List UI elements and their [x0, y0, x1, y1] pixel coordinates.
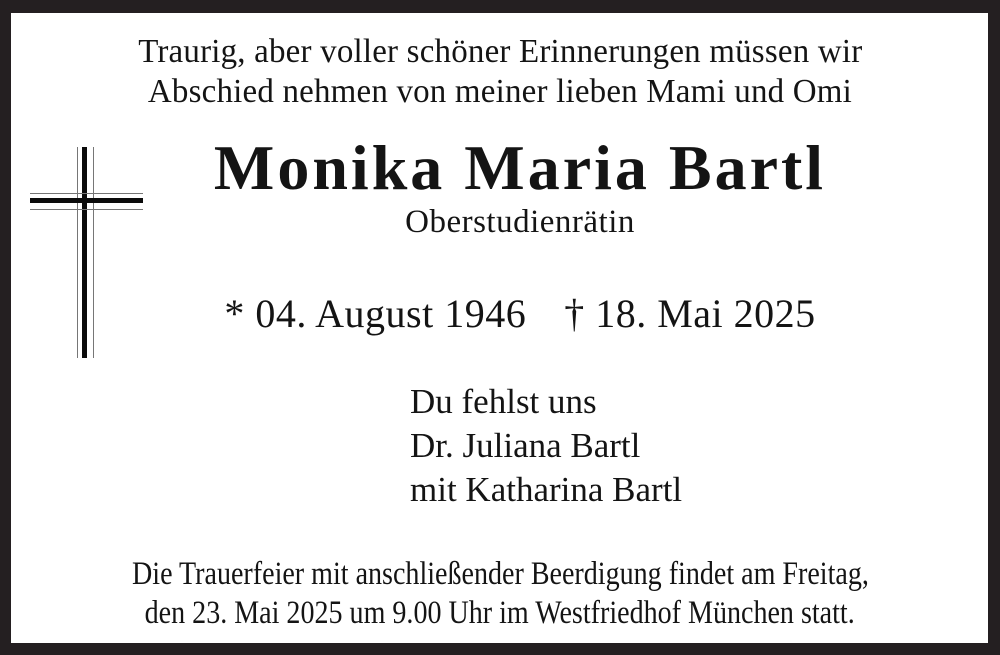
- deceased-profession: Oberstudienrätin: [405, 204, 635, 240]
- intro-line-1: Traurig, aber voller schöner Erinnerungen müssen wir: [137, 33, 863, 70]
- funeral-info: [0, 555, 1000, 633]
- life-dates: [40, 292, 1000, 336]
- family-line-2: Dr. Juliana Bartl: [410, 426, 641, 465]
- funeral-info-line-1: Die Trauerfeier mit anschließender Beerdigung findet am Freitag,: [131, 556, 869, 592]
- birth-date: * 04. August 1946: [224, 291, 527, 336]
- intro-line-2: Abschied nehmen von meiner lieben Mami und Omi: [147, 73, 853, 110]
- death-date: † 18. Mai 2025: [564, 291, 816, 336]
- family-line-3: mit Katharina Bartl: [410, 470, 683, 509]
- family-block: [410, 380, 682, 512]
- family-line-1: Du fehlst uns: [410, 382, 597, 421]
- funeral-info-line-2: den 23. Mai 2025 um 9.00 Uhr im Westfriedhof München statt.: [144, 595, 856, 631]
- deceased-name: Monika Maria Bartl: [213, 132, 827, 203]
